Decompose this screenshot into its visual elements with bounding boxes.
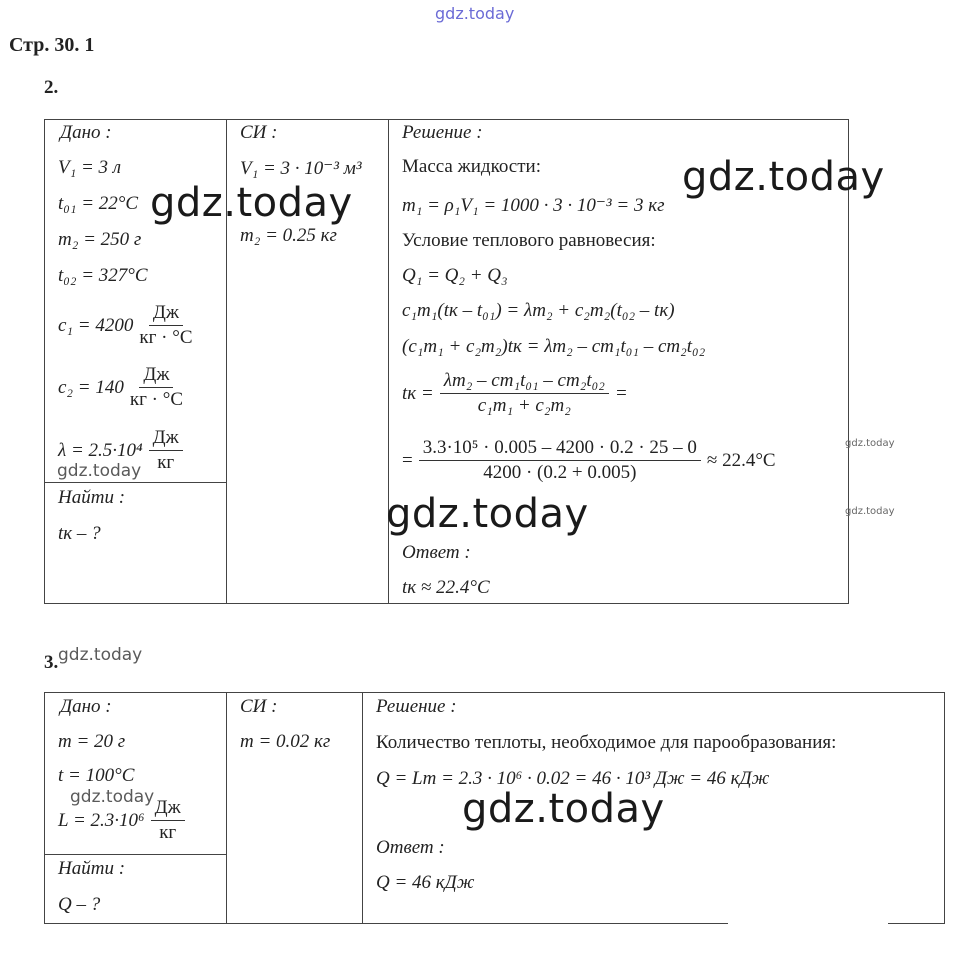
- task2-given-c2-left: c₂ = 140: [58, 376, 124, 398]
- task2-given-find-separator: [44, 482, 226, 483]
- task2-left-border: [44, 119, 45, 604]
- task2-given-c2: [58, 364, 183, 411]
- watermark-big-3: gdz.today: [386, 491, 589, 537]
- task3-given-find-separator: [44, 854, 226, 855]
- task2-given-c1-num: Дж: [149, 302, 183, 326]
- task2-given-lambda-left: λ = 2.5·10⁴: [58, 439, 143, 461]
- watermark-tiny-2: gdz.today: [845, 506, 895, 517]
- task3-top-border: [44, 692, 945, 693]
- task3-left-border: [44, 692, 45, 924]
- task2-solution-line5: c₁m₁(tк – t₀₁) = λm₂ + c₂m₂(t₀₂ – tк): [402, 300, 675, 321]
- task3-answer-header: Ответ :: [376, 837, 445, 858]
- task3-given-L-den: кг: [159, 822, 177, 843]
- task2-given-v1: V₁ = 3 л: [58, 157, 122, 178]
- task3-find-header: Найти :: [58, 858, 126, 879]
- task2-solution-line4: Q₁ = Q₂ + Q₃: [402, 265, 508, 286]
- task3-given-t: t = 100°C: [58, 765, 135, 786]
- task2-solution-line8-left: =: [402, 449, 413, 471]
- task2-solution-line7-num: λm₂ – cm₁t₀₁ – cm₂t₀₂: [440, 370, 609, 394]
- task2-solution-line3: Условие теплового равновесия:: [402, 230, 656, 251]
- watermark-top: gdz.today: [435, 4, 515, 23]
- task2-given-m2: m₂ = 250 г: [58, 229, 142, 250]
- task2-bottom-border: [44, 603, 849, 604]
- watermark-big-1: gdz.today: [150, 180, 353, 226]
- watermark-small-2: gdz.today: [58, 645, 143, 665]
- task2-solution-line1: Масса жидкости:: [402, 156, 541, 177]
- task2-solution-line8-den: 4200 · (0.2 + 0.005): [483, 462, 637, 483]
- task2-solution-line8-right: ≈ 22.4°C: [706, 449, 776, 471]
- task2-given-lambda-unit: [149, 427, 183, 474]
- task2-answer-header: Ответ :: [402, 542, 471, 563]
- watermark-tiny-1: gdz.today: [845, 438, 895, 449]
- task2-given-c1-left: c₁ = 4200: [58, 314, 134, 336]
- task3-find-value: Q – ?: [58, 894, 101, 915]
- task3-bottom-border-left: [44, 923, 728, 924]
- task2-solution-line7-den: c₁m₁ + c₂m₂: [477, 395, 571, 416]
- task3-divider-1: [226, 692, 227, 924]
- watermark-small-1: gdz.today: [57, 461, 142, 481]
- task3-si-m: m = 0.02 кг: [240, 731, 331, 752]
- watermark-big-2: gdz.today: [682, 154, 885, 200]
- task2-solution-line7-right: =: [614, 382, 628, 404]
- task2-number: 2.: [44, 77, 59, 98]
- task2-solution-line7-left: tк =: [402, 382, 434, 404]
- task2-answer-value: tк ≈ 22.4°C: [402, 577, 490, 598]
- task2-given-c2-unit: [130, 364, 183, 411]
- task2-given-c1-unit: [139, 302, 192, 349]
- task3-right-border: [944, 692, 945, 924]
- task3-solution-line2: Q = Lm = 2.3 · 10⁶ · 0.02 = 46 · 10³ Дж = 46 кДж: [376, 768, 770, 789]
- task3-answer-value: Q = 46 кДж: [376, 872, 475, 893]
- task2-given-t01: t₀₁ = 22°C: [58, 193, 139, 214]
- task2-solution-line8-fraction: [419, 437, 701, 484]
- watermark-big-4: gdz.today: [462, 786, 665, 832]
- task3-given-L-left: L = 2.3·10⁶: [58, 809, 145, 831]
- task2-given-header: Дано :: [60, 122, 112, 143]
- task3-si-header: СИ :: [240, 696, 278, 717]
- task2-top-border: [44, 119, 849, 120]
- page-title: Стр. 30. 1: [9, 34, 95, 56]
- task2-solution-line8-num: 3.3·10⁵ · 0.005 – 4200 · 0.2 · 25 – 0: [419, 437, 701, 461]
- task3-divider-2: [362, 692, 363, 924]
- task2-given-t02: t₀₂ = 327°C: [58, 265, 148, 286]
- task2-find-value: tк – ?: [58, 523, 101, 544]
- task2-solution-line2: m₁ = ρ₁V₁ = 1000 · 3 · 10⁻³ = 3 кг: [402, 195, 665, 216]
- task3-number: 3.: [44, 652, 59, 673]
- task2-solution-line6: (c₁m₁ + c₂m₂)tк = λm₂ – cm₁t₀₁ – cm₂t₀₂: [402, 336, 706, 357]
- task2-solution-line8: [402, 437, 776, 484]
- task3-given-L-unit: [151, 797, 185, 844]
- task3-given-m: m = 20 г: [58, 731, 126, 752]
- task2-given-c2-den: кг · °C: [129, 389, 183, 410]
- task2-si-m2: m₂ = 0.25 кг: [240, 225, 337, 246]
- task2-si-v1: V₁ = 3 · 10⁻³ м³: [240, 158, 362, 179]
- task3-given-L: [58, 797, 185, 844]
- task3-given-header: Дано :: [60, 696, 112, 717]
- task2-given-c2-num: Дж: [139, 364, 173, 388]
- task2-solution-line7: [402, 370, 628, 417]
- task2-si-header: СИ :: [240, 122, 278, 143]
- task2-solution-line7-fraction: [440, 370, 609, 417]
- watermark-small-3: gdz.today: [70, 787, 155, 807]
- task2-given-c1-den: кг · °C: [139, 327, 193, 348]
- task3-bottom-border-right: [888, 923, 945, 924]
- task2-solution-header: Решение :: [402, 122, 483, 143]
- task3-solution-line1: Количество теплоты, необходимое для парообразования:: [376, 732, 837, 753]
- task2-find-header: Найти :: [58, 487, 126, 508]
- task2-given-lambda-den: кг: [157, 452, 175, 473]
- task3-solution-header: Решение :: [376, 696, 457, 717]
- task3-given-L-num: Дж: [151, 797, 185, 821]
- task2-given-c1: [58, 302, 193, 349]
- task2-given-lambda-num: Дж: [149, 427, 183, 451]
